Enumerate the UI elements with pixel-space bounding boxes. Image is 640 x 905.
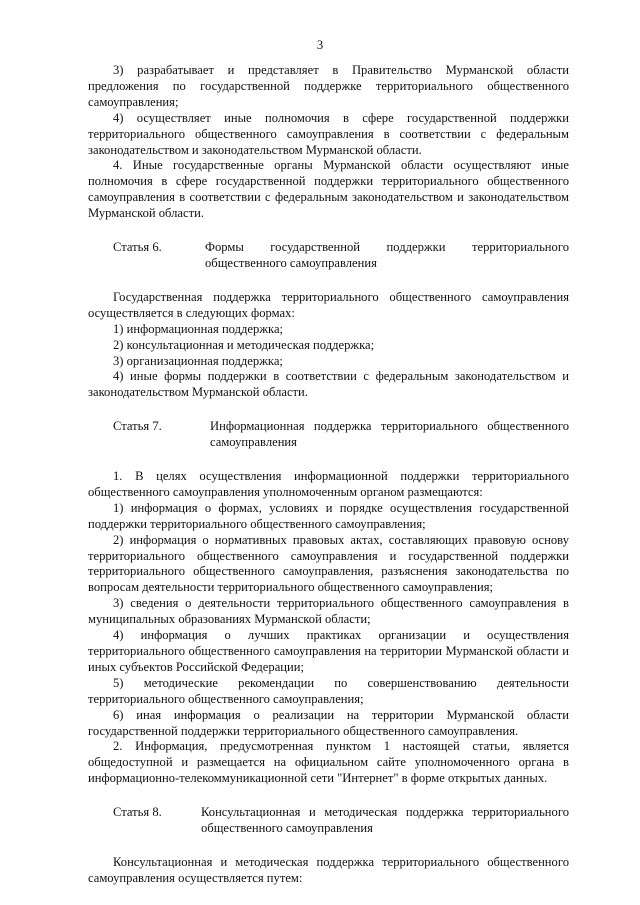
- list-item: 3) организационная поддержка;: [113, 353, 283, 368]
- article-title: Информационная поддержка территориального общественного самоуправления: [210, 419, 569, 450]
- article-heading: [88, 419, 569, 451]
- list-item: 6) иная информация о реализации на территории Мурманской области государственной поддержки территориального общественного самоуправления.: [88, 707, 569, 738]
- article-number: Статья 6.: [113, 240, 162, 255]
- list-item: 4) информация о лучших практиках организации и осуществления территориального общественного самоуправления на территории Мурманской области и иных субъектов Российской Федерации;: [88, 628, 569, 674]
- list-item: 2) консультационная и методическая поддержка;: [113, 337, 375, 352]
- list-item: 5) методические рекомендации по совершенствованию деятельности территориального общественного самоуправления;: [88, 675, 569, 706]
- spacer: [88, 451, 569, 469]
- paragraph: 2. Информация, предусмотренная пунктом 1 настоящей статьи, является общедоступной и размещается на официальном сайте уполномоченного органа в информационно-телекоммуникационной сети "Интернет" в форме открытых данных.: [88, 739, 569, 786]
- list-item: 1) информация о формах, условиях и порядке осуществления государственной поддержки территориального общественного самоуправления;: [88, 500, 569, 531]
- paragraph: 4. Иные государственные органы Мурманской области осуществляют иные полномочия в сфере государственной поддержки территориального общественного самоуправления в соответствии с федеральным законодательством и законодательством Мурманской области.: [88, 158, 569, 221]
- article-title: Консультационная и методическая поддержка территориального общественного самоуправления: [201, 805, 569, 836]
- list-item: 1) информационная поддержка;: [113, 321, 284, 336]
- paragraph: 1. В целях осуществления информационной поддержки территориального общественного самоуправления уполномоченным органом размещаются:: [88, 469, 569, 499]
- spacer: [88, 837, 569, 855]
- paragraph: 4) осуществляет иные полномочия в сфере государственной поддержки территориального общественного самоуправления в соответствии с федеральным законодательством и законодательством Мурманской области.: [88, 110, 569, 157]
- page-number: 3: [316, 38, 324, 52]
- paragraph: Государственная поддержка территориального общественного самоуправления осуществляется в следующих формах:: [88, 289, 569, 320]
- spacer: [88, 787, 569, 805]
- spacer: [88, 222, 569, 240]
- article-heading: [88, 240, 569, 272]
- list-item: 3) сведения о деятельности территориального общественного самоуправления в муниципальных образованиях Мурманской области;: [88, 596, 569, 627]
- document-body: [88, 63, 569, 887]
- spacer: [88, 401, 569, 419]
- paragraph: 3) разрабатывает и представляет в Правительство Мурманской области предложения по государственной поддержке территориального общественного самоуправления;: [88, 63, 569, 109]
- article-number: Статья 7.: [113, 419, 162, 434]
- list-item: 2) информация о нормативных правовых актах, составляющих правовую основу территориального общественного самоуправления и государственной поддержки территориального общественного самоуправления, разъяснения законодательства по вопросам деятельности территориального общественного самоуправления;: [88, 532, 569, 595]
- article-heading: [88, 805, 569, 837]
- article-number: Статья 8.: [113, 805, 162, 820]
- list-item: 4) иные формы поддержки в соответствии с федеральным законодательством и законодательством Мурманской области.: [88, 369, 569, 400]
- article-title: Формы государственной поддержки территориального общественного самоуправления: [205, 240, 569, 270]
- paragraph: Консультационная и методическая поддержка территориального общественного самоуправления осуществляется путем:: [88, 854, 569, 885]
- spacer: [88, 272, 569, 290]
